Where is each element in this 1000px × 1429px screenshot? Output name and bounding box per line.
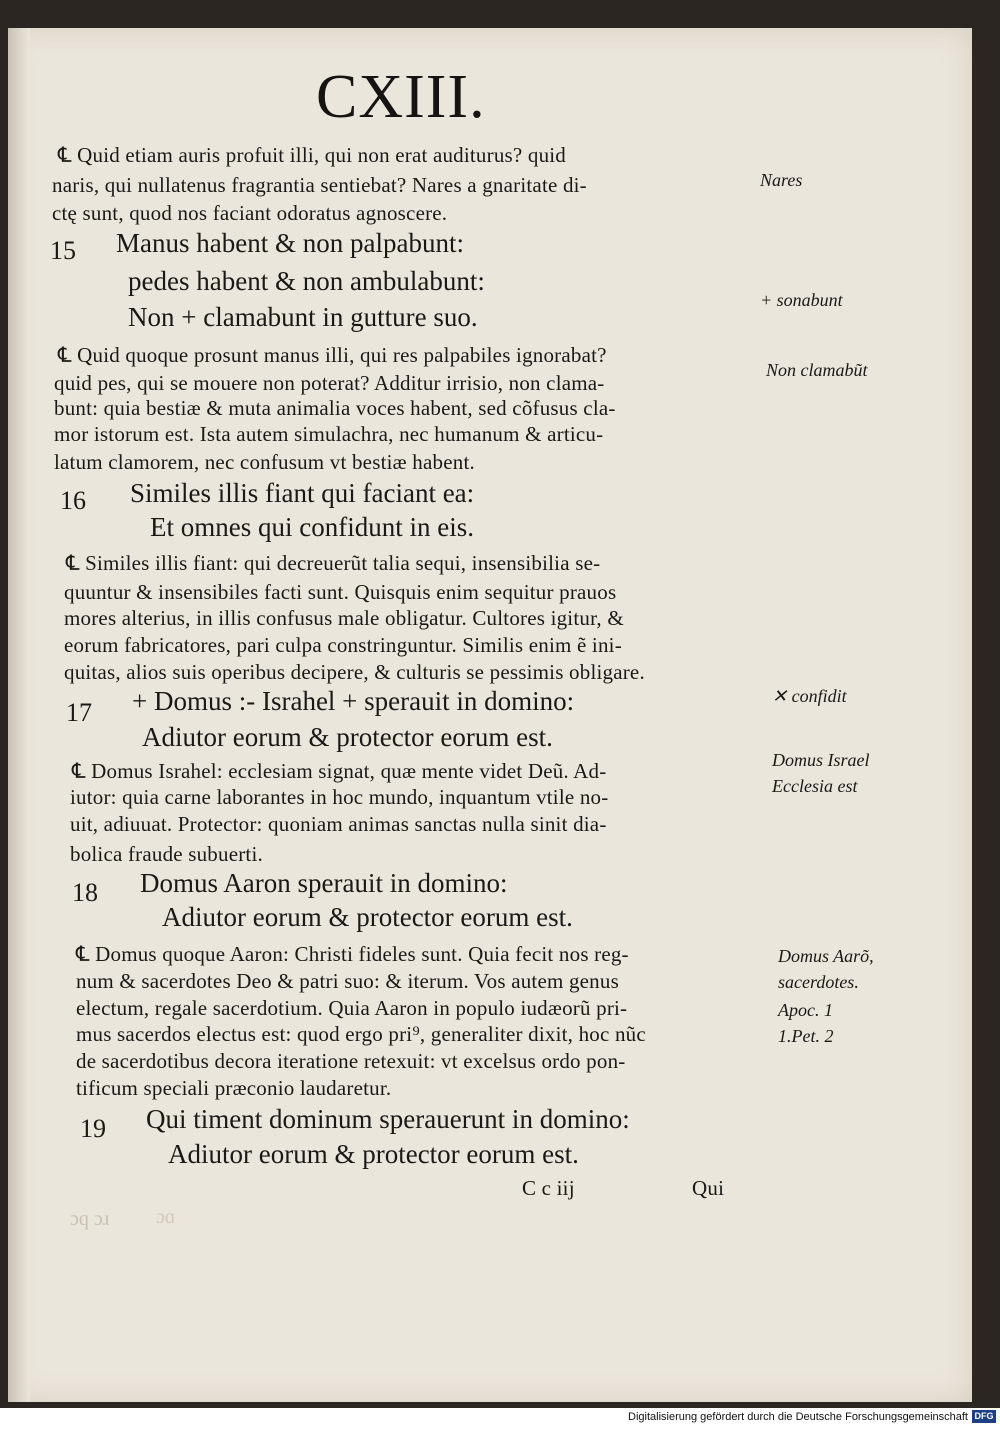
- commentary-line: bunt: quia bestiæ & muta animalia voces habent, sed cõfusus cla-: [54, 396, 616, 420]
- verse-line: Et omnes qui confidunt in eis.: [150, 512, 474, 542]
- margin-note: Apoc. 1: [778, 1000, 833, 1020]
- margin-note: + sonabunt: [760, 290, 843, 310]
- margin-note: Ecclesia est: [772, 776, 858, 796]
- attribution-text: Digitalisierung gefördert durch die Deutsche Forschungsgemeinschaft: [628, 1411, 968, 1423]
- commentary-line: num & sacerdotes Deo & patri suo: & iterum. Vos autem genus: [76, 969, 619, 993]
- commentary-line: ℄ Similes illis fiant: qui decreuerũt talia sequi, insensibilia se-: [66, 551, 601, 575]
- commentary-line: uit, adiuuat. Protector: quoniam animas sanctas nulla sinit dia-: [70, 812, 607, 836]
- commentary-line: iutor: quia carne laborantes in hoc mundo, inquantum vtile no-: [70, 785, 609, 809]
- margin-note: ✕ confidit: [772, 686, 847, 706]
- commentary-line: latum clamorem, nec confusum vt bestiæ habent.: [54, 450, 475, 474]
- commentary-line: ℄ Domus Israhel: ecclesiam signat, quæ mente videt Deũ. Ad-: [72, 759, 607, 783]
- verse-number: 19: [80, 1114, 106, 1143]
- verse-number: 18: [72, 878, 98, 907]
- commentary-line: mores alterius, in illis confusus male obligatur. Cultores igitur, &: [64, 606, 624, 630]
- verse-line: Manus habent & non palpabunt:: [116, 228, 464, 258]
- verse-line: Domus Aaron sperauit in domino:: [140, 868, 508, 898]
- commentary-line: quuntur & insensibiles facti sunt. Quisquis enim sequitur prauos: [64, 580, 617, 604]
- commentary-line: bolica fraude subuerti.: [70, 842, 263, 866]
- verse-line: Non + clamabunt in gutture suo.: [128, 302, 478, 332]
- verse-number: 15: [50, 236, 76, 265]
- commentary-line: ℄ Quid quoque prosunt manus illi, qui res palpabiles ignorabat?: [58, 343, 607, 367]
- verse-number: 16: [60, 486, 86, 515]
- commentary-line: ctę sunt, quod nos faciant odoratus agnoscere.: [52, 201, 448, 225]
- margin-note: Non clamabũt: [766, 360, 868, 380]
- verse-line: Adiutor eorum & protector eorum est.: [168, 1139, 579, 1169]
- page-number-header: CXIII.: [316, 63, 486, 131]
- catchword: Qui: [692, 1176, 725, 1200]
- commentary-line: mor istorum est. Ista autem simulachra, nec humanum & articu-: [54, 422, 604, 446]
- commentary-line: tificum speciali præconio laudaretur.: [76, 1076, 392, 1100]
- commentary-line: ℄ Domus quoque Aaron: Christi fideles sunt. Quia fecit nos reg-: [76, 942, 629, 966]
- margin-note: Domus Israel: [772, 750, 870, 770]
- commentary-line: naris, qui nullatenus fragrantia sentiebat? Nares a gnaritate di-: [52, 173, 587, 197]
- show-through-text: ɔq ɔɹ: [70, 1208, 110, 1230]
- dfg-logo: DFG: [972, 1410, 996, 1423]
- commentary-line: quitas, alios suis operibus decipere, & culturis se pessimis obligare.: [64, 660, 645, 684]
- commentary-line: mus sacerdos electus est: quod ergo pri⁹, generaliter dixit, hoc nũc: [76, 1022, 646, 1046]
- page-gutter-shadow: [8, 28, 30, 1402]
- margin-note: Domus Aarõ,: [778, 946, 874, 966]
- commentary-line: ℄ Quid etiam auris profuit illi, qui non erat auditurus? quid: [58, 143, 567, 167]
- verse-line: Similes illis fiant qui faciant ea:: [130, 478, 475, 508]
- commentary-line: quid pes, qui se mouere non poterat? Additur irrisio, non clama-: [54, 371, 605, 395]
- commentary-line: de sacerdotibus decora iteratione retexuit: vt excelsus ordo pon-: [76, 1049, 626, 1073]
- margin-note: 1.Pet. 2: [778, 1026, 834, 1046]
- verse-line: Adiutor eorum & protector eorum est.: [142, 722, 553, 752]
- verse-line: Adiutor eorum & protector eorum est.: [162, 902, 573, 932]
- commentary-line: eorum fabricatores, pari culpa constringuntur. Similis enim ẽ ini-: [64, 633, 622, 657]
- show-through-text: ɔɑ: [156, 1206, 176, 1228]
- signature-mark: C c iij: [522, 1176, 575, 1200]
- verse-line: Qui timent dominum sperauerunt in domino:: [146, 1104, 630, 1134]
- verse-line: + Domus :- Israhel + sperauit in domino:: [132, 686, 575, 716]
- commentary-line: electum, regale sacerdotium. Quia Aaron in populo iudæorũ pri-: [76, 996, 628, 1020]
- margin-note: Nares: [760, 170, 803, 190]
- verse-number: 17: [66, 698, 92, 727]
- margin-note: sacerdotes.: [778, 972, 859, 992]
- verse-line: pedes habent & non ambulabunt:: [128, 266, 485, 296]
